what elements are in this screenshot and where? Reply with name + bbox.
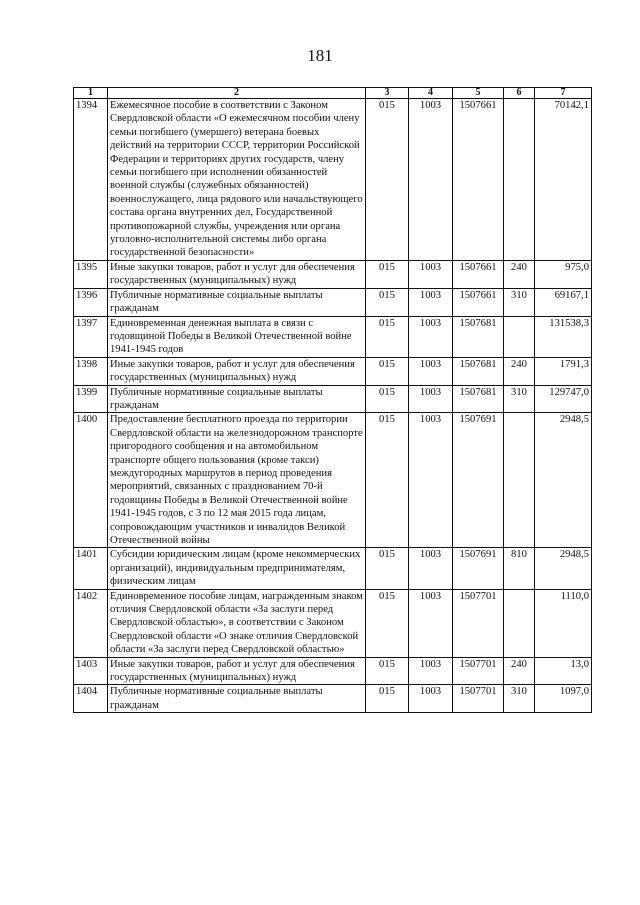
row-expense-type (504, 589, 535, 657)
row-name: Единовременная денежная выплата в связи с годовщиной Победы в Великой Отечественной войне 1941-1945 годов (108, 316, 366, 357)
col-header-6: 6 (504, 88, 535, 99)
row-amount: 69167,1 (535, 288, 592, 316)
row-expense-type (504, 99, 535, 261)
row-number: 1401 (74, 548, 108, 589)
row-section-code: 1003 (409, 99, 453, 261)
row-name: Публичные нормативные социальные выплаты гражданам (108, 685, 366, 713)
row-number: 1399 (74, 385, 108, 413)
row-number: 1402 (74, 589, 108, 657)
row-number: 1394 (74, 99, 108, 261)
page-number: 181 (307, 46, 333, 65)
row-section-code: 1003 (409, 316, 453, 357)
row-amount: 2948,5 (535, 548, 592, 589)
table-row (74, 548, 592, 589)
row-section-code: 1003 (409, 357, 453, 385)
row-name: Публичные нормативные социальные выплаты гражданам (108, 385, 366, 413)
row-target-code: 1507701 (453, 589, 504, 657)
table-row (74, 385, 592, 413)
row-section-code: 1003 (409, 657, 453, 685)
row-number: 1397 (74, 316, 108, 357)
col-header-3: 3 (366, 88, 409, 99)
row-number: 1400 (74, 413, 108, 548)
row-name: Предоставление бесплатного проезда по территории Свердловской области на железнодорожном транспорте пригородного сообщения и на автомобильном транспорте общего пользования (кроме такси) междугородных маршрутов в период проведения мероприятий, связанных с празднованием 70-й годовщины Победы в Великой Отечественной войне 1941-1945 годов, с 3 по 12 мая 2015 года лицам, сопровождающим участников и инвалидов Великой Отечественной войны (108, 413, 366, 548)
row-amount: 1791,3 (535, 357, 592, 385)
row-target-code: 1507661 (453, 288, 504, 316)
table-row (74, 685, 592, 713)
row-ministry-code: 015 (366, 548, 409, 589)
row-expense-type: 310 (504, 288, 535, 316)
row-amount: 13,0 (535, 657, 592, 685)
table-row (74, 99, 592, 261)
row-number: 1403 (74, 657, 108, 685)
row-name: Ежемесячное пособие в соответствии с Законом Свердловской области «О ежемесячном пособии члену семьи погибшего (умершего) ветерана боевых действий на территории СССР, территории Российской Федерации и территориях других государств, члену семьи погибшего при исполнении обязанностей военной службы (служебных обязанностей) военнослужащего, лица рядового или начальствующего состава органа внутренних дел, Государственной противопожарной службы, учреждения или органа уголовно-исполнительной системы либо органа государственной безопасности» (108, 99, 366, 261)
row-target-code: 1507701 (453, 685, 504, 713)
row-amount: 1110,0 (535, 589, 592, 657)
row-target-code: 1507691 (453, 413, 504, 548)
row-expense-type: 240 (504, 357, 535, 385)
table-row (74, 288, 592, 316)
row-ministry-code: 015 (366, 589, 409, 657)
row-target-code: 1507661 (453, 260, 504, 288)
row-section-code: 1003 (409, 385, 453, 413)
col-header-7: 7 (535, 88, 592, 99)
row-amount: 129747,0 (535, 385, 592, 413)
row-ministry-code: 015 (366, 685, 409, 713)
table-row (74, 657, 592, 685)
row-number: 1395 (74, 260, 108, 288)
row-ministry-code: 015 (366, 657, 409, 685)
col-header-2: 2 (108, 88, 366, 99)
row-amount: 2948,5 (535, 413, 592, 548)
row-expense-type: 240 (504, 657, 535, 685)
col-header-1: 1 (74, 88, 108, 99)
row-ministry-code: 015 (366, 260, 409, 288)
row-target-code: 1507661 (453, 99, 504, 261)
col-header-5: 5 (453, 88, 504, 99)
row-section-code: 1003 (409, 260, 453, 288)
row-amount: 131538,3 (535, 316, 592, 357)
row-name: Иные закупки товаров, работ и услуг для обеспечения государственных (муниципальных) нужд (108, 657, 366, 685)
row-section-code: 1003 (409, 288, 453, 316)
budget-table (73, 87, 592, 713)
row-ministry-code: 015 (366, 385, 409, 413)
row-name: Субсидии юридическим лицам (кроме некоммерческих организаций), индивидуальным предпринимателям, физическим лицам (108, 548, 366, 589)
row-ministry-code: 015 (366, 288, 409, 316)
row-name: Единовременное пособие лицам, награжденным знаком отличия Свердловской области «За заслуги перед Свердловской областью», в соответствии с Законом Свердловской области «О знаке отличия Свердловской области «За заслуги перед Свердловской областью» (108, 589, 366, 657)
row-number: 1404 (74, 685, 108, 713)
row-name: Иные закупки товаров, работ и услуг для обеспечения государственных (муниципальных) нужд (108, 260, 366, 288)
row-amount: 1097,0 (535, 685, 592, 713)
header-row (74, 88, 592, 99)
row-amount: 70142,1 (535, 99, 592, 261)
table-row (74, 316, 592, 357)
row-target-code: 1507681 (453, 357, 504, 385)
row-expense-type (504, 316, 535, 357)
row-expense-type: 240 (504, 260, 535, 288)
row-section-code: 1003 (409, 589, 453, 657)
row-name: Публичные нормативные социальные выплаты гражданам (108, 288, 366, 316)
row-ministry-code: 015 (366, 99, 409, 261)
row-expense-type: 310 (504, 685, 535, 713)
row-ministry-code: 015 (366, 357, 409, 385)
row-expense-type: 810 (504, 548, 535, 589)
row-target-code: 1507681 (453, 385, 504, 413)
table-row (74, 357, 592, 385)
row-number: 1396 (74, 288, 108, 316)
row-target-code: 1507701 (453, 657, 504, 685)
row-section-code: 1003 (409, 685, 453, 713)
row-section-code: 1003 (409, 548, 453, 589)
row-number: 1398 (74, 357, 108, 385)
col-header-4: 4 (409, 88, 453, 99)
row-ministry-code: 015 (366, 413, 409, 548)
row-target-code: 1507681 (453, 316, 504, 357)
table-row (74, 413, 592, 548)
row-expense-type (504, 413, 535, 548)
table-row (74, 260, 592, 288)
row-ministry-code: 015 (366, 316, 409, 357)
row-name: Иные закупки товаров, работ и услуг для обеспечения государственных (муниципальных) нужд (108, 357, 366, 385)
row-expense-type: 310 (504, 385, 535, 413)
row-section-code: 1003 (409, 413, 453, 548)
row-amount: 975,0 (535, 260, 592, 288)
table-row (74, 589, 592, 657)
row-target-code: 1507691 (453, 548, 504, 589)
